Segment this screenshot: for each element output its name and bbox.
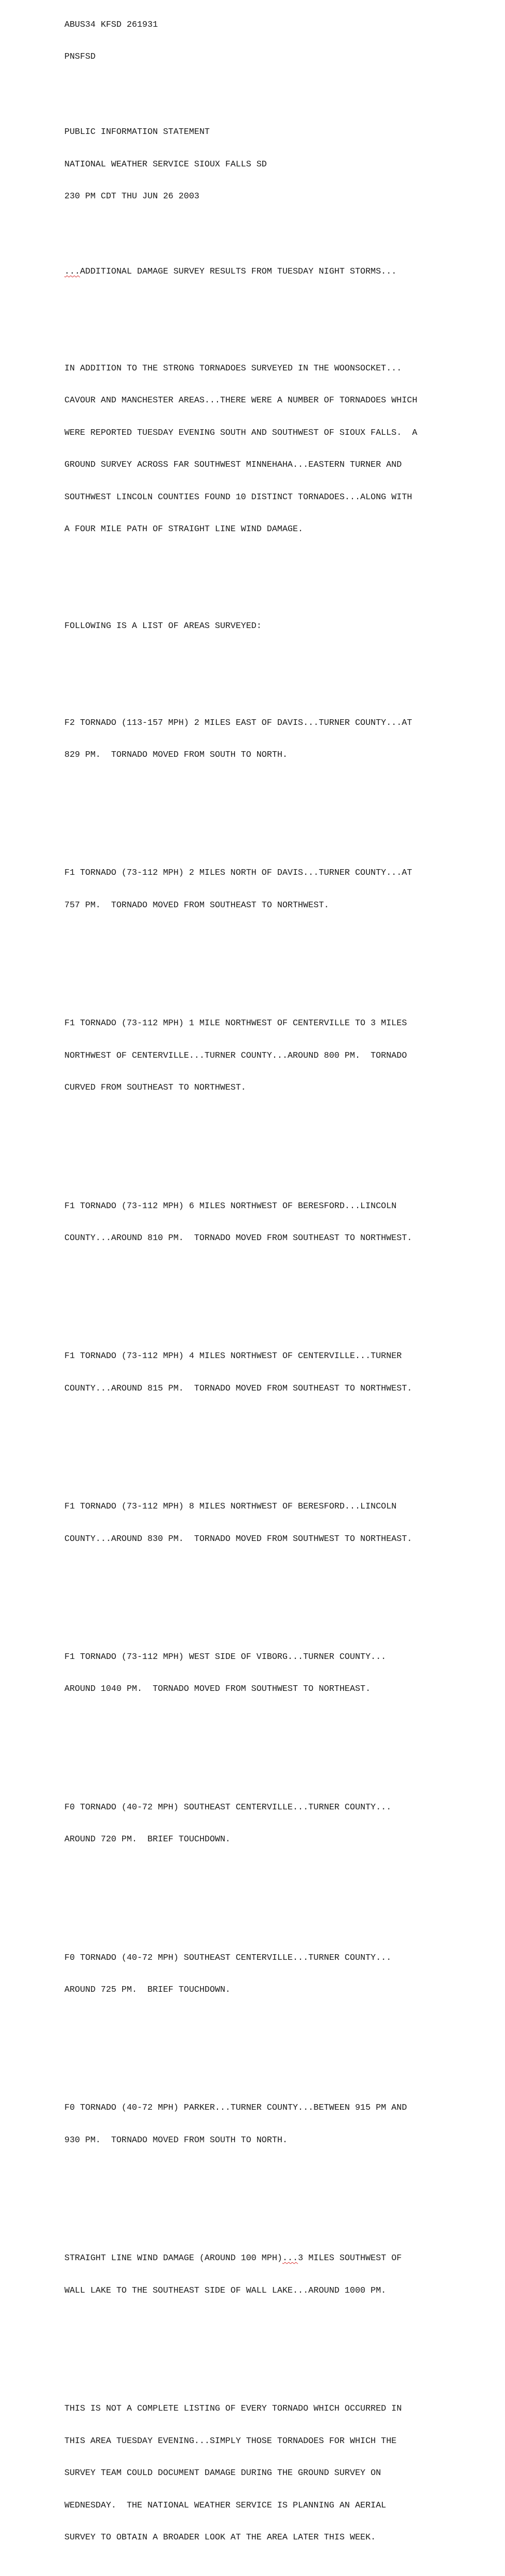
report-line: AROUND 1040 PM. TORNADO MOVED FROM SOUTHWEST TO NORTHEAST. — [64, 1684, 371, 1694]
report-line: F0 TORNADO (40-72 MPH) PARKER...TURNER COUNTY...BETWEEN 915 PM AND — [64, 2103, 407, 2113]
report-line: NORTHWEST OF CENTERVILLE...TURNER COUNTY...AROUND 800 PM. TORNADO — [64, 1050, 407, 1061]
spellcheck-marked-text: ... — [282, 2253, 298, 2264]
report-line: F1 TORNADO (73-112 MPH) WEST SIDE OF VIBORG...TURNER COUNTY... — [64, 1652, 386, 1662]
awips-id-line: PNSFSD — [64, 52, 96, 62]
tornado-report — [64, 1180, 487, 1266]
report-line: F0 TORNADO (40-72 MPH) SOUTHEAST CENTERVILLE...TURNER COUNTY... — [64, 1953, 392, 1963]
tornado-report — [64, 997, 487, 1115]
paragraph-line: GROUND SURVEY ACROSS FAR SOUTHWEST MINNEHAHA...EASTERN TURNER AND — [64, 460, 402, 470]
report-line: F1 TORNADO (73-112 MPH) 4 MILES NORTHWEST OF CENTERVILLE...TURNER — [64, 1351, 402, 1362]
tornado-report — [64, 1631, 487, 1717]
report-line: F1 TORNADO (73-112 MPH) 1 MILE NORTHWEST OF CENTERVILLE TO 3 MILES — [64, 1019, 407, 1029]
report-line — [64, 2253, 487, 2264]
spacer — [64, 299, 487, 310]
report-line: AROUND 720 PM. BRIEF TOUCHDOWN. — [64, 1835, 231, 1845]
statement-title: PUBLIC INFORMATION STATEMENT — [64, 127, 210, 138]
spacer — [64, 1889, 487, 1900]
paragraph-line: WERE REPORTED TUESDAY EVENING SOUTH AND SOUTHWEST OF SIOUX FALLS. A — [64, 428, 417, 438]
paragraph-line: WEDNESDAY. THE NATIONAL WEATHER SERVICE IS PLANNING AN AERIAL — [64, 2500, 386, 2511]
spacer — [64, 653, 487, 664]
spellcheck-marked-text: ... — [64, 267, 80, 277]
spacer — [64, 1287, 487, 1298]
paragraph-line: SURVEY TEAM COULD DOCUMENT DAMAGE DURING THE GROUND SURVEY ON — [64, 2468, 381, 2479]
weather-statement-document — [64, 0, 487, 2576]
report-line: 930 PM. TORNADO MOVED FROM SOUTH TO NORTH. — [64, 2135, 288, 2145]
report-line: CURVED FROM SOUTHEAST TO NORTHWEST. — [64, 1083, 246, 1093]
headline-text: ADDITIONAL DAMAGE SURVEY RESULTS FROM TUESDAY NIGHT STORMS... — [80, 267, 397, 277]
spacer — [64, 804, 487, 815]
report-line: F0 TORNADO (40-72 MPH) SOUTHEAST CENTERVILLE...TURNER COUNTY... — [64, 1802, 392, 1812]
intro-paragraph — [64, 342, 487, 557]
paragraph-line: SURVEY TO OBTAIN A BROADER LOOK AT THE AREA LATER THIS WEEK. — [64, 2533, 376, 2543]
spacer — [64, 954, 487, 965]
paragraph-line: THIS IS NOT A COMPLETE LISTING OF EVERY TORNADO WHICH OCCURRED IN — [64, 2404, 402, 2414]
headline — [64, 267, 487, 278]
report-line: 757 PM. TORNADO MOVED FROM SOUTHEAST TO NORTHWEST. — [64, 900, 329, 910]
spacer — [64, 1137, 487, 1147]
paragraph-line: CAVOUR AND MANCHESTER AREAS...THERE WERE A NUMBER OF TORNADOES WHICH — [64, 396, 417, 406]
report-line: COUNTY...AROUND 815 PM. TORNADO MOVED FROM SOUTHEAST TO NORTHWEST. — [64, 1383, 412, 1394]
spacer — [64, 2340, 487, 2350]
spacer — [64, 1437, 487, 1448]
disclaimer-paragraph — [64, 2382, 487, 2565]
issuing-office: NATIONAL WEATHER SERVICE SIOUX FALLS SD — [64, 159, 267, 170]
report-line: COUNTY...AROUND 830 PM. TORNADO MOVED FROM SOUTHWEST TO NORTHEAST. — [64, 1534, 412, 1544]
tornado-report — [64, 1931, 487, 2018]
paragraph-line: A FOUR MILE PATH OF STRAIGHT LINE WIND DAMAGE. — [64, 524, 304, 535]
tornado-report — [64, 2082, 487, 2168]
report-line: F1 TORNADO (73-112 MPH) 2 MILES NORTH OF DAVIS...TURNER COUNTY...AT — [64, 868, 412, 878]
tornado-report — [64, 1781, 487, 1867]
spacer — [64, 1588, 487, 1599]
tornado-report — [64, 697, 487, 783]
report-line: WALL LAKE TO THE SOUTHEAST SIDE OF WALL LAKE...AROUND 1000 PM. — [64, 2285, 386, 2296]
report-line: COUNTY...AROUND 810 PM. TORNADO MOVED FROM SOUTHEAST TO NORTHWEST. — [64, 1233, 412, 1244]
tornado-report — [64, 1330, 487, 1416]
tornado-report — [64, 1480, 487, 1566]
report-line: AROUND 725 PM. BRIEF TOUCHDOWN. — [64, 1985, 231, 1995]
paragraph-line: SOUTHWEST LINCOLN COUNTIES FOUND 10 DISTINCT TORNADOES...ALONG WITH — [64, 492, 412, 502]
product-id-line: ABUS34 KFSD 261931 — [64, 20, 158, 30]
report-line: F1 TORNADO (73-112 MPH) 8 MILES NORTHWEST OF BERESFORD...LINCOLN — [64, 1502, 397, 1512]
paragraph-line: THIS AREA TUESDAY EVENING...SIMPLY THOSE TORNADOES FOR WHICH THE — [64, 2436, 397, 2446]
issue-datetime: 230 PM CDT THU JUN 26 2003 — [64, 192, 199, 202]
report-line: F2 TORNADO (113-157 MPH) 2 MILES EAST OF DAVIS...TURNER COUNTY...AT — [64, 718, 412, 728]
spacer — [64, 2039, 487, 2049]
spacer — [64, 84, 487, 95]
paragraph-line: IN ADDITION TO THE STRONG TORNADOES SURVEYED IN THE WOONSOCKET... — [64, 363, 402, 374]
wind-damage-text: STRAIGHT LINE WIND DAMAGE (AROUND 100 MPH) — [64, 2253, 282, 2264]
spacer — [64, 2189, 487, 2200]
report-line: F1 TORNADO (73-112 MPH) 6 MILES NORTHWEST OF BERESFORD...LINCOLN — [64, 1201, 397, 1211]
spacer — [64, 224, 487, 235]
spacer — [64, 1738, 487, 1749]
tornado-report — [64, 847, 487, 933]
wind-damage-report — [64, 2232, 487, 2318]
report-line: 829 PM. TORNADO MOVED FROM SOUTH TO NORTH. — [64, 750, 288, 760]
list-heading: FOLLOWING IS A LIST OF AREAS SURVEYED: — [64, 621, 262, 631]
wind-damage-text: 3 MILES SOUTHWEST OF — [298, 2253, 402, 2264]
spacer — [64, 579, 487, 589]
